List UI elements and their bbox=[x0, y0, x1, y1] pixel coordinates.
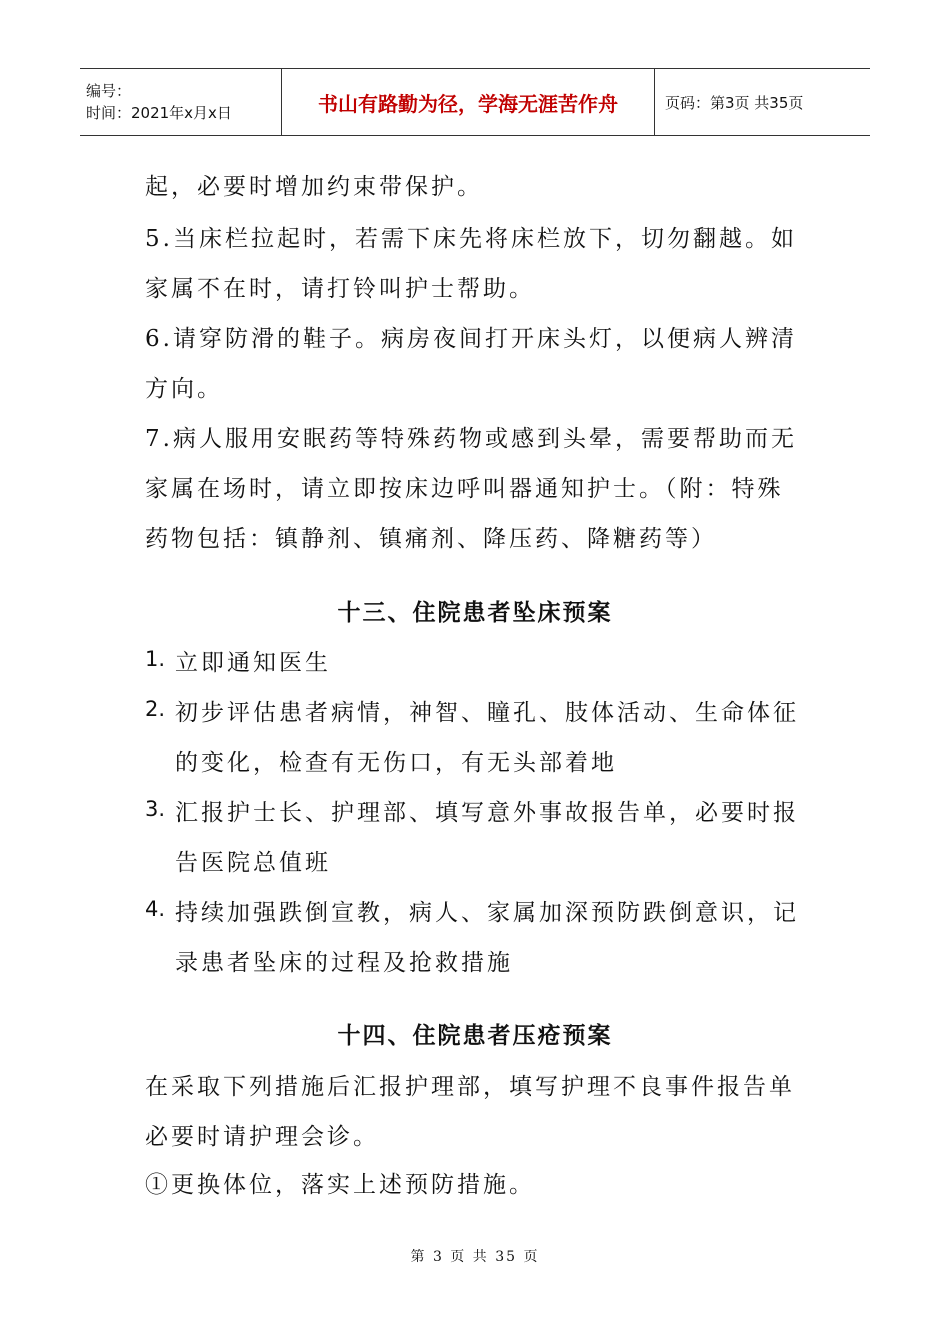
section-14-title: 十四、住院患者压疮预案 bbox=[337, 1023, 613, 1049]
list-item: 持续加强跌倒宣教，病人、家属加深预防跌倒意识，记 bbox=[175, 900, 799, 926]
body-line: 必要时请护理会诊。 bbox=[145, 1124, 379, 1150]
list-item-continuation: 录患者坠床的过程及抢救措施 bbox=[175, 950, 513, 976]
time-label: 时间：2021年x月x日 bbox=[86, 104, 232, 122]
header-motto: 书山有路勤为径，学海无涯苦作舟 bbox=[282, 69, 655, 135]
list-number: 4. bbox=[145, 897, 166, 921]
number-label: 编号： bbox=[86, 82, 132, 100]
list-item-continuation: 告医院总值班 bbox=[175, 850, 331, 876]
body-line: ①更换体位，落实上述预防措施。 bbox=[145, 1172, 535, 1198]
header-page-info: 页码：第3页 共35页 bbox=[665, 93, 804, 112]
section-13-title: 十三、住院患者坠床预案 bbox=[337, 600, 613, 626]
page-header bbox=[80, 68, 870, 136]
body-line: 药物包括：镇静剂、镇痛剂、降压药、降糖药等） bbox=[145, 526, 717, 552]
body-line: 家属在场时，请立即按床边呼叫器通知护士。（附：特殊 bbox=[145, 476, 784, 502]
body-line: 6.请穿防滑的鞋子。病房夜间打开床头灯，以便病人辨清 bbox=[145, 326, 797, 352]
body-line: 7.病人服用安眠药等特殊药物或感到头晕，需要帮助而无 bbox=[145, 426, 797, 452]
list-item: 初步评估患者病情，神智、瞳孔、肢体活动、生命体征 bbox=[175, 700, 799, 726]
list-item: 汇报护士长、护理部、填写意外事故报告单，必要时报 bbox=[175, 800, 799, 826]
list-number: 3. bbox=[145, 797, 166, 821]
page-footer: 第 3 页 共 35 页 bbox=[410, 1249, 540, 1265]
list-item: 立即通知医生 bbox=[175, 650, 331, 676]
list-number: 2. bbox=[145, 697, 166, 721]
body-line: 5.当床栏拉起时，若需下床先将床栏放下，切勿翻越。如 bbox=[145, 226, 797, 252]
list-number: 1. bbox=[145, 647, 166, 671]
body-line: 起，必要时增加约束带保护。 bbox=[145, 174, 483, 200]
body-line: 方向。 bbox=[145, 376, 223, 402]
body-line: 在采取下列措施后汇报护理部，填写护理不良事件报告单 bbox=[145, 1074, 795, 1100]
body-line: 家属不在时，请打铃叫护士帮助。 bbox=[145, 276, 535, 302]
header-meta bbox=[80, 69, 282, 135]
list-item-continuation: 的变化，检查有无伤口，有无头部着地 bbox=[175, 750, 617, 776]
